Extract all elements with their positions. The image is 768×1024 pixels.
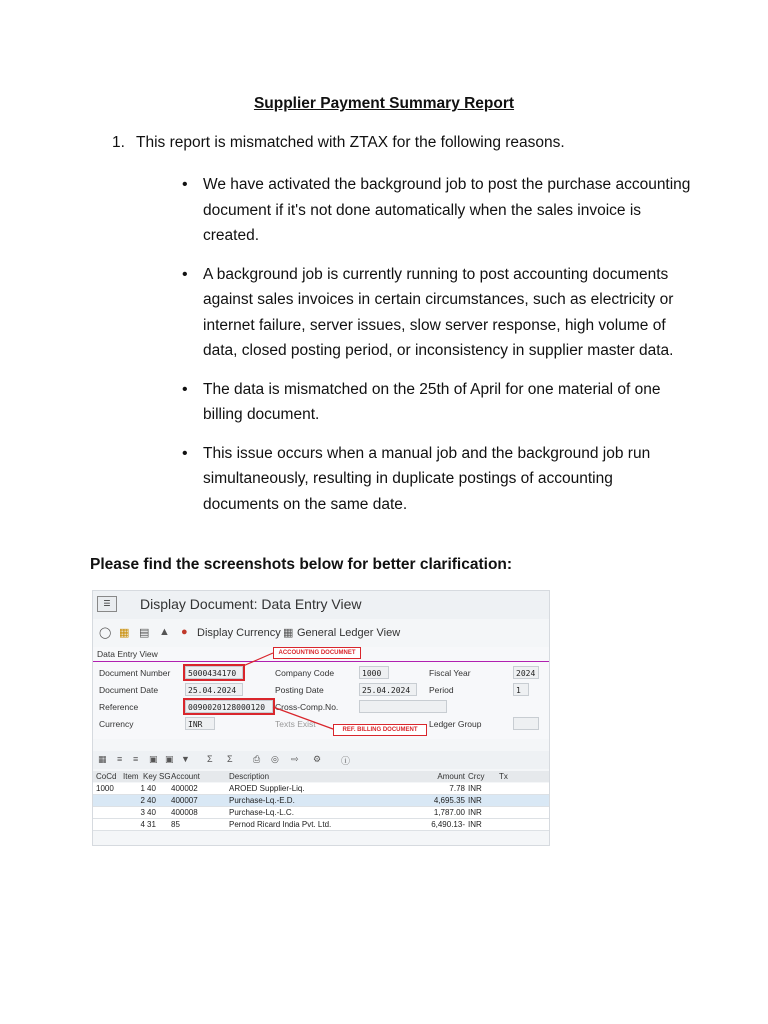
grid-header (93, 771, 549, 782)
general-ledger-view-button[interactable]: General Ledger View (297, 627, 401, 639)
column-header[interactable]: Amount (437, 772, 465, 781)
cross-comp-field[interactable] (359, 700, 447, 713)
item-text: This report is mismatched with ZTAX for the following reasons. (136, 134, 565, 151)
form-row (93, 665, 549, 682)
sap-toolbar (93, 619, 549, 645)
find-icon[interactable]: ▣ (149, 754, 158, 764)
sap-title-bar (93, 591, 549, 619)
document-icon[interactable]: ▦ (119, 627, 130, 639)
column-header[interactable]: Crcy (468, 772, 485, 781)
reference-field[interactable]: 0090020128000120 (185, 700, 273, 713)
divider (93, 661, 549, 662)
period-field[interactable]: 1 (513, 683, 529, 696)
document-number-field[interactable]: 5000434170 (185, 666, 243, 679)
reason-bullet: • We have activated the background job to post the purchase accounting document if it's not done automatically when the sales invoice is created. (182, 172, 692, 249)
reason-list (182, 172, 692, 517)
billing-document-callout: REF. BILLING DOCUMENT (333, 724, 427, 736)
table-row[interactable]: 3 40 400008 Purchase-Lq.-L.C. 1,787.00 INR (93, 807, 549, 819)
sort-ascending-icon[interactable]: ≡ (117, 754, 123, 764)
currency-label: Currency (99, 719, 134, 729)
reason-bullet: • A background job is currently running to post accounting documents against sales invoices in certain circumstances, such as electricity or internet failure, server issues, slow server response, high volume of data, closed posting period, or inconsistency in supplier master data. (182, 262, 692, 364)
filter-icon[interactable]: ▼ (181, 754, 190, 764)
subtotal-icon[interactable]: Σ (227, 754, 233, 764)
sap-screenshot (92, 590, 550, 846)
callout-arrow-icon (269, 705, 335, 733)
document-title: Supplier Payment Summary Report (253, 95, 515, 112)
column-header[interactable]: Tx (499, 772, 508, 781)
menu-icon[interactable]: ☰ (97, 596, 117, 612)
details-icon[interactable]: ▦ (98, 754, 107, 764)
data-entry-view-tab[interactable]: Data Entry View (97, 649, 158, 659)
document-date-field[interactable]: 25.04.2024 (185, 683, 243, 696)
column-header[interactable]: CoCd (96, 772, 117, 781)
table-row[interactable]: 4 31 85 Pernod Ricard India Pvt. Ltd. 6,490.13- INR (93, 819, 549, 831)
column-header[interactable]: Description (229, 772, 270, 781)
column-header[interactable]: Item (123, 772, 139, 781)
document-date-label: Document Date (99, 685, 159, 695)
callout-arrow-icon (241, 651, 275, 669)
reason-bullet: • This issue occurs when a manual job and the background job run simultaneously, resulting in duplicate postings of accounting documents on the same date. (182, 441, 692, 518)
fiscal-year-field[interactable]: 2024 (513, 666, 539, 679)
period-label: Period (429, 685, 454, 695)
currency-icon: ● (181, 626, 188, 638)
column-header[interactable]: Account (171, 772, 200, 781)
sort-descending-icon[interactable]: ≡ (133, 754, 139, 764)
views-icon[interactable]: ◎ (271, 754, 279, 764)
cross-comp-label: Cross-Comp.No. (275, 702, 339, 712)
company-code-field[interactable]: 1000 (359, 666, 389, 679)
ledger-group-field[interactable] (513, 717, 539, 730)
form-row (93, 682, 549, 699)
posting-date-field[interactable]: 25.04.2024 (359, 683, 417, 696)
screenshot-caption: Please find the screenshots below for better clarification: (90, 556, 513, 573)
accounting-document-highlight (183, 664, 245, 681)
hat-icon[interactable]: ▲ (159, 626, 170, 638)
table-row[interactable]: 1000 1 40 400002 AROED Supplier-Liq. 7.78 INR (93, 783, 549, 795)
print-icon[interactable]: ⎙ (253, 754, 261, 764)
column-header[interactable]: Key (143, 772, 157, 781)
overview-icon[interactable]: ▤ (139, 627, 150, 639)
company-code-label: Company Code (275, 668, 335, 678)
posting-date-label: Posting Date (275, 685, 324, 695)
reference-label: Reference (99, 702, 139, 712)
find-next-icon[interactable]: ▣ (165, 754, 174, 764)
fiscal-year-label: Fiscal Year (429, 668, 471, 678)
column-header[interactable]: SG (159, 772, 171, 781)
table-row[interactable]: 2 40 400007 Purchase-Lq.-E.D. 4,695.35 INR (93, 795, 549, 807)
document-header-form (93, 647, 549, 739)
info-icon[interactable]: ⓘ (341, 756, 351, 766)
billing-document-highlight (183, 698, 275, 715)
currency-field[interactable]: INR (185, 717, 215, 730)
grid-toolbar (93, 751, 549, 769)
glasses-icon[interactable]: ◯ (99, 627, 112, 639)
numbered-item (112, 134, 712, 152)
sap-window-title: Display Document: Data Entry View (140, 596, 362, 612)
item-number: 1. (112, 134, 125, 151)
layout-icon[interactable]: ⚙ (313, 754, 322, 764)
document-number-label: Document Number (99, 668, 171, 678)
display-currency-button[interactable]: Display Currency (197, 627, 281, 639)
accounting-document-callout: ACCOUNTING DOCUMNET (273, 647, 361, 659)
reason-bullet: • The data is mismatched on the 25th of April for one material of one billing document. (182, 377, 692, 428)
total-icon[interactable]: Σ (207, 754, 213, 764)
texts-exist-label: Texts Exist (275, 719, 316, 729)
ledger-icon: ▦ (283, 627, 294, 639)
export-icon[interactable]: ⇨ (291, 754, 299, 764)
ledger-group-label: Ledger Group (429, 719, 482, 729)
